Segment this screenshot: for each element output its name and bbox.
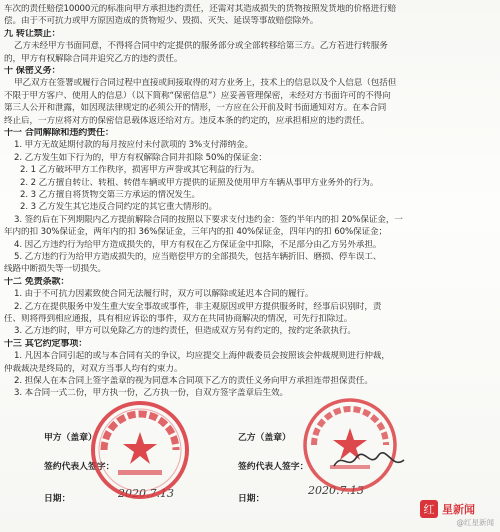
party-b-signature-icon	[330, 448, 410, 474]
party-a-stamp-icon	[88, 398, 192, 502]
contract-line: 2. 乙方在提供服务中发生重大安全事故或事件，非主观原因或甲方提供服务时，经事后识别时，责	[14, 301, 382, 312]
contract-line: 2. 3 乙方发生其它违反合同约定的其它重大情形的。	[20, 202, 218, 213]
svg-text:红: 红	[423, 503, 435, 516]
party-b-label: 乙方（盖章）	[238, 433, 291, 443]
section-heading: 十一 合同解除和违约责任：	[4, 128, 114, 138]
contract-line: 3. 乙方违约时，甲方可以免除乙方的违约责任，但造成双方另有约定的，按约定条款执行。	[14, 326, 356, 337]
contract-line: 4. 因乙方违约行为给甲方造成损失的，甲方有权在乙方保证金中扣除，不足部分由乙方另外承担。	[14, 239, 382, 250]
contract-line: 不限于甲方客户、使用人的信息）（以下简称“保密信息”）应妥善管理保密，未经对方书面许可的不得向	[4, 90, 391, 101]
contract-line: 年内的扣 30%保证金，两年内的扣 36%保证金，三年内的扣 40%保证金，四年内的扣 60%保证金；	[4, 227, 388, 238]
party-b-stamp-icon	[300, 395, 400, 495]
party-a-label: 甲方（盖章）	[44, 433, 97, 443]
contract-line: 1. 凡因本合同引起的或与本合同有关的争议，均应提交上海仲裁委员会按照该会仲裁规则进行仲裁，	[14, 351, 390, 362]
section-heading: 十 保密义务：	[4, 66, 61, 76]
section-heading: 十二 免责条款：	[4, 276, 70, 287]
section-heading: 九 转让禁止：	[4, 28, 61, 39]
contract-line: 1. 甲方无故延期付款的每月按应付未付款项的 3%支付滞纳金。	[14, 140, 254, 151]
contract-line: 任、则将得到相应通报，具有相应诉讼的事件，双方在共同协商解决的情况，可先行扣除过。	[4, 314, 353, 324]
contract-line: 终止后，一方应将对方的保密信息载体返还给对方。违反本条的约定的，应承担相应的违约责任。	[4, 115, 370, 126]
party-a-date: 2020.7.13	[118, 487, 174, 500]
contract-line: 线路中断损失等一切损失。	[4, 264, 106, 275]
watermark-handle: @红星新闻	[456, 518, 494, 527]
contract-line: 仲裁裁决是终局的，对双方当事人均有约束力。	[4, 363, 183, 374]
party-b-date-label: 日期：	[238, 494, 265, 504]
contract-line: 5. 乙方违约行为给甲方造成损失的，应当赔偿甲方的全部损失，包括车辆折旧、磨损、停车误工、	[14, 252, 382, 262]
contract-line: 乙方未经甲方书面同意，不得将合同中约定提供的服务部分或全部转移给第三方。乙方若进行转服务	[14, 41, 388, 52]
svg-text:星新闻: 星新闻	[442, 503, 475, 516]
contract-line: 车次的责任赔偿10000元的标准向甲方承担违约责任，还需对其造成损失的货物按照发货地的价格进行赔	[4, 4, 397, 14]
contract-line: 偿。由于不可抗力或甲方原因造成的货物短少、毁损、灭失、延误等事故赔偿除外。	[4, 16, 319, 27]
party-a-date-label: 日期：	[44, 494, 71, 504]
contract-line: 1. 由于不可抗力因素致使合同无法履行时，双方可以解除或延迟本合同的履行。	[14, 289, 314, 300]
contract-line: 第三人公开和泄露，如因现法律规定的必须公开的情形，一方应在公开前及时书面通知对方。在本合同	[4, 103, 387, 114]
section-heading: 十三 其它约定事项：	[4, 338, 88, 349]
contract-line: 2. 3 乙方擅自将货物交第三方承运的情况发生。	[20, 190, 201, 200]
contract-line: 2. 担保人在本合同上签字盖章的视为同意本合同项下乙方的责任义务向甲方承担连带担保责任。	[14, 376, 373, 386]
contract-line: 3. 本合同一式二份，甲方执一份，乙方执一份，自双方签字盖章后生效。	[14, 388, 288, 399]
party-b-rep-label: 签约代表人签字：	[238, 462, 309, 472]
contract-line: 2. 乙方发生如下行为的，甲方有权解除合同并扣除 50%的保证金：	[14, 152, 267, 163]
contract-line: 2. 2 乙方擅自转让、转租、转借车辆或甲方提供的证照及使用甲方车辆从事甲方业务外的行为。	[20, 177, 379, 188]
contract-line: 的，甲方有权解除合同并追究乙方的违约责任。	[4, 53, 183, 64]
contract-line: 甲乙双方在签署或履行合同过程中直接或间接取得的对方业务上，技术上的信息以及个人信息（包括但	[14, 78, 397, 89]
party-a-rep-label: 签约代表人签字：	[44, 462, 115, 472]
party-b-date: 2020.7.13	[308, 484, 364, 497]
contract-line: 3. 签约后在下列期限内乙方提前解除合同的按照以下要求支付违约金：签约半年内的扣 20%保证金，一	[14, 214, 403, 225]
contract-line: 2. 1 乙方破坏甲方工作秩序，损害甲方声誉或其它利益的行为。	[20, 165, 260, 176]
